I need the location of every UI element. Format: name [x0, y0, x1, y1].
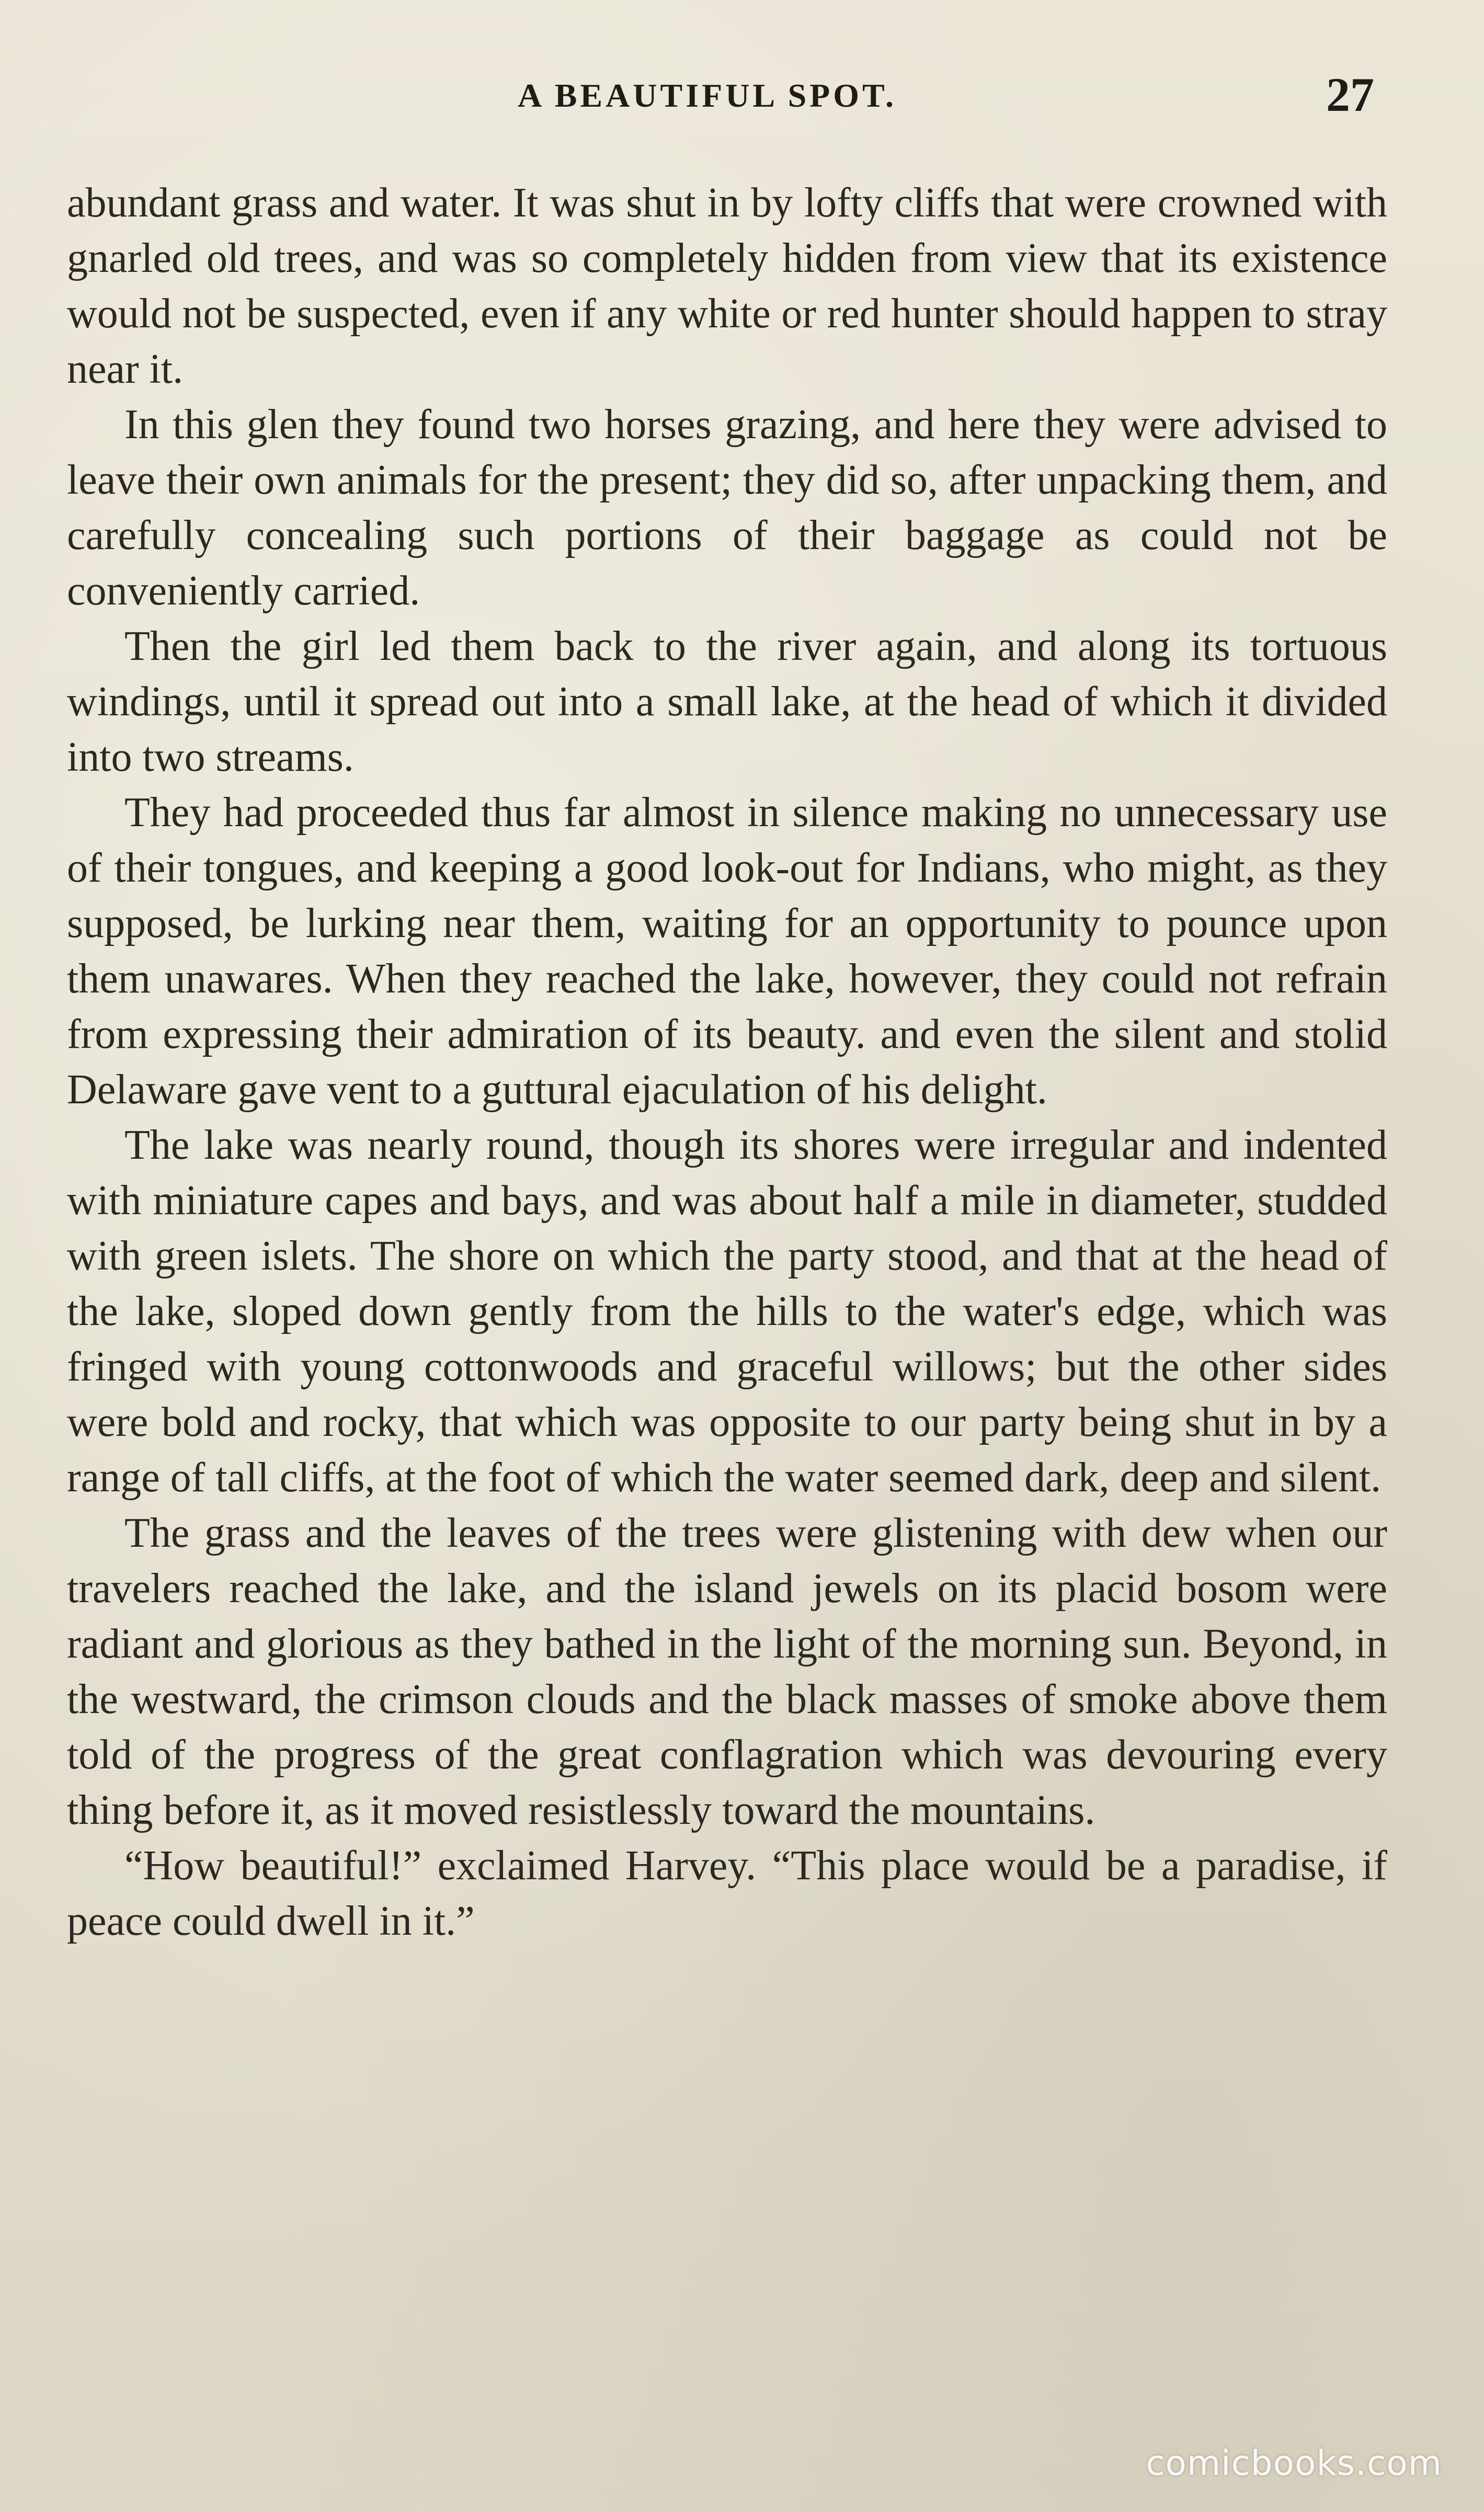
running-head	[0, 67, 1484, 124]
paragraph-river: Then the girl led them back to the river again, and along its tortuous windings, until it spread out into a small lake, at the head of which it divided into two streams.	[67, 623, 1387, 780]
paragraph-dew: The grass and the leaves of the trees were glistening with dew when our travelers reached the lake, and the island jewels on its placid bosom were radiant and glorious as they bathed in the light of the morning sun. Beyond, in the westward, the crimson clouds and the black masses of smoke above them told of the progress of the great conflagration which was devouring every thing before it, as it moved resistlessly toward the mountains.	[67, 1510, 1387, 1833]
watermark: comicbooks.com	[1146, 2443, 1442, 2483]
paragraph-quote: “How beautiful!” exclaimed Harvey. “This place would be a paradise, if peace could dwell in it.”	[67, 1843, 1387, 1944]
paragraph-silence: They had proceeded thus far almost in silence making no unnecessary use of their tongues, and keeping a good look-out for Indians, who might, as they supposed, be lurking near them, waiting for an opportunity to pounce upon them unawares. When they reached the lake, however, they could not refrain from expressing their admiration of its beauty. and even the silent and stolid Delaware gave vent to a guttural ejaculation of his delight.	[67, 790, 1387, 1113]
paragraph-continued: abundant grass and water. It was shut in by lofty cliffs that were crowned with gnarled old trees, and was so completely hidden from view that its existence would not be suspected, even if any white or red hunter should happen to stray near it.	[67, 180, 1387, 392]
paragraph-glen: In this glen they found two horses grazing, and here they were advised to leave their own animals for the present; they did so, after unpacking them, and carefully concealing such portions of their baggage as could not be conveniently carried.	[67, 402, 1387, 614]
page-number: 27	[1326, 68, 1374, 121]
paragraph-lake: The lake was nearly round, though its shores were irregular and indented with miniature capes and bays, and was about half a mile in diameter, studded with green islets. The shore on which the party stood, and that at the head of the lake, sloped down gently from the hills to the water's edge, which was fringed with young cottonwoods and graceful willows; but the other sides were bold and rocky, that which was opposite to our party being shut in by a range of tall cliffs, at the foot of which the water seemed dark, deep and silent.	[67, 1122, 1387, 1501]
body-text	[67, 175, 1387, 1949]
running-title: A BEAUTIFUL SPOT.	[518, 77, 897, 114]
